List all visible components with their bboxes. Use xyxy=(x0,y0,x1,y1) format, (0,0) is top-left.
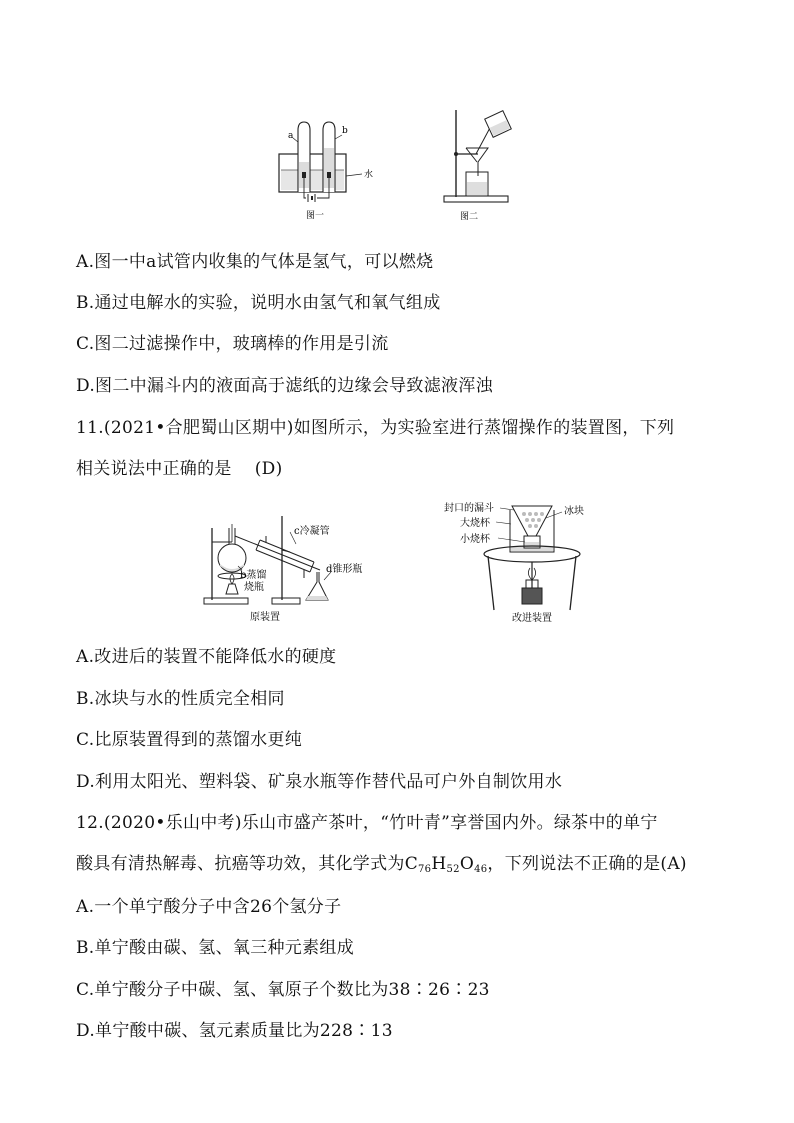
label-distilling-flask-2: 烧瓶 xyxy=(244,582,264,593)
formula-sub-o: 46 xyxy=(474,864,488,875)
label-small-beaker: 小烧杯 xyxy=(460,534,490,545)
figure-electrolysis xyxy=(276,118,376,223)
q11-option-c: C.比原装置得到的蒸馏水更纯 xyxy=(76,730,303,750)
q12-option-b: B.单宁酸由碳、氢、氧三种元素组成 xyxy=(76,938,354,958)
label-b: b xyxy=(342,126,348,136)
q12-stem-text-pre: 酸具有清热解毒、抗癌等功效，其化学式为C xyxy=(76,854,419,874)
q11-stem-line1: 11.(2021•合肥蜀山区期中)如图所示，为实验室进行蒸馏操作的装置图，下列 xyxy=(76,418,675,438)
figure-distillation-improved xyxy=(440,500,610,626)
formula-sub-h: 52 xyxy=(446,864,460,875)
label-sealed-funnel: 封口的漏斗 xyxy=(444,503,494,514)
caption-original: 原装置 xyxy=(250,612,280,623)
caption-fig1: 图一 xyxy=(306,211,325,221)
label-distilling-flask-1: b蒸馏 xyxy=(240,570,267,581)
q10-option-a: A.图一中a试管内收集的气体是氢气，可以燃烧 xyxy=(76,252,434,272)
label-conical-flask: d锥形瓶 xyxy=(326,564,363,575)
q10-option-d: D.图二中漏斗内的液面高于滤纸的边缘会导致滤液浑浊 xyxy=(76,376,493,396)
label-large-beaker: 大烧杯 xyxy=(460,518,490,529)
caption-fig2: 图二 xyxy=(460,212,479,222)
q12-option-a: A.一个单宁酸分子中含26个氢分子 xyxy=(76,897,342,917)
q12-stem-line1: 12.(2020•乐山中考)乐山市盛产茶叶，“竹叶青”享誉国内外。绿茶中的单宁 xyxy=(76,813,658,833)
q10-option-b: B.通过电解水的实验，说明水由氢气和氧气组成 xyxy=(76,293,441,313)
q12-stem-text-post: ，下列说法不正确的是(A) xyxy=(487,854,687,874)
figure-filtration xyxy=(436,106,516,224)
q10-option-c: C.图二过滤操作中，玻璃棒的作用是引流 xyxy=(76,334,389,354)
formula-h: H xyxy=(431,854,447,874)
q11-option-d: D.利用太阳光、塑料袋、矿泉水瓶等作替代品可户外自制饮用水 xyxy=(76,772,563,792)
label-condenser: c冷凝管 xyxy=(294,526,330,537)
formula-o: O xyxy=(459,854,475,874)
label-water: 水 xyxy=(364,170,374,180)
label-a: a xyxy=(288,131,294,141)
q11-option-a: A.改进后的装置不能降低水的硬度 xyxy=(76,647,337,667)
q12-option-d: D.单宁酸中碳、氢元素质量比为228∶13 xyxy=(76,1021,393,1041)
figure-distillation-original xyxy=(200,508,380,626)
q12-stem-line2 xyxy=(76,853,687,875)
formula-sub-c: 76 xyxy=(418,864,432,875)
caption-improved: 改进装置 xyxy=(512,613,552,624)
q12-option-c: C.单宁酸分子中碳、氢、氧原子个数比为38∶26∶23 xyxy=(76,980,490,1000)
q11-stem-line2: 相关说法中正确的是 (D) xyxy=(76,459,283,479)
q11-option-b: B.冰块与水的性质完全相同 xyxy=(76,689,285,709)
label-ice: 冰块 xyxy=(564,506,584,517)
